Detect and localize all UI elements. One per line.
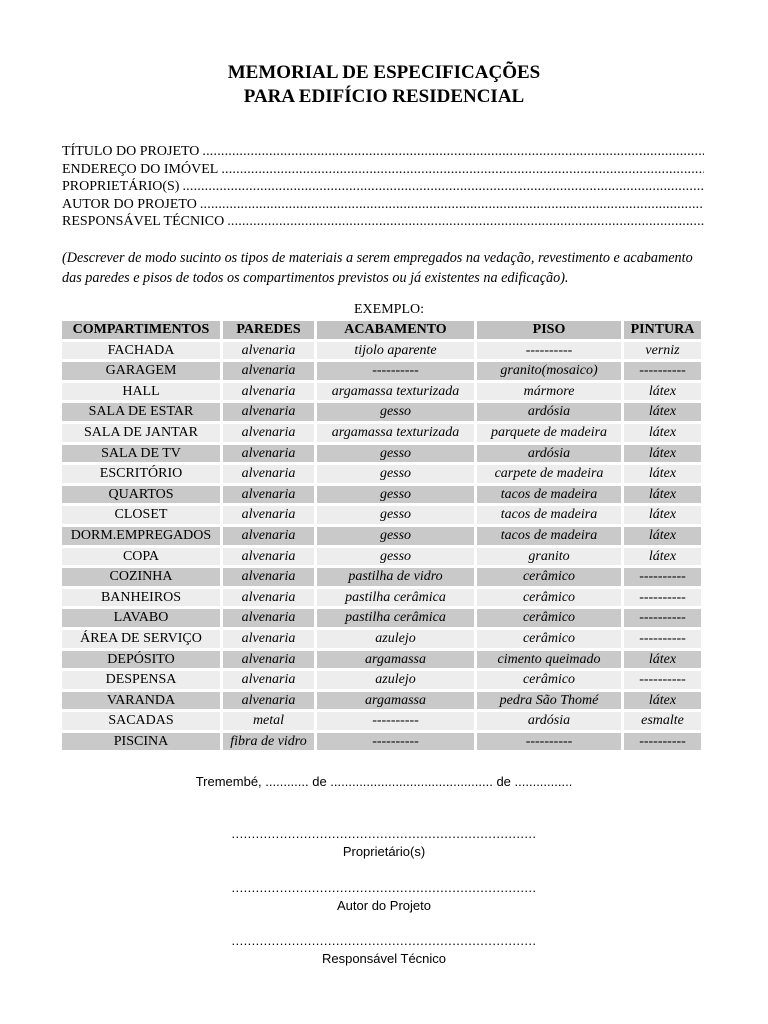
cell-acabamento: azulejo — [317, 630, 474, 648]
table-row — [62, 692, 701, 710]
signature-label: Proprietário(s) — [342, 844, 426, 859]
table-row — [62, 424, 701, 442]
cell-pintura: látex — [624, 403, 701, 421]
cell-compartimento: HALL — [62, 383, 220, 401]
cell-pintura: ---------- — [624, 609, 701, 627]
field-titulo-projeto — [62, 143, 704, 161]
cell-acabamento: pastilha cerâmica — [317, 589, 474, 607]
table-row — [62, 445, 701, 463]
cell-paredes: alvenaria — [223, 383, 314, 401]
cell-pintura: látex — [624, 424, 701, 442]
cell-paredes: alvenaria — [223, 548, 314, 566]
cell-pintura: látex — [624, 548, 701, 566]
cell-piso: ---------- — [477, 342, 621, 360]
cell-compartimento: FACHADA — [62, 342, 220, 360]
table-row — [62, 651, 701, 669]
field-label: PROPRIETÁRIO(S) — [62, 179, 180, 194]
cell-pintura: látex — [624, 486, 701, 504]
cell-paredes: alvenaria — [223, 342, 314, 360]
cell-piso: carpete de madeira — [477, 465, 621, 483]
cell-paredes: alvenaria — [223, 362, 314, 380]
cell-acabamento: argamassa — [317, 651, 474, 669]
cell-paredes: alvenaria — [223, 445, 314, 463]
cell-compartimento: DEPÓSITO — [62, 651, 220, 669]
cell-compartimento: SALA DE TV — [62, 445, 220, 463]
cell-acabamento: azulejo — [317, 671, 474, 689]
cell-compartimento: GARAGEM — [62, 362, 220, 380]
document-title-line2: PARA EDIFÍCIO RESIDENCIAL — [243, 86, 525, 107]
cell-piso: ---------- — [477, 733, 621, 751]
cell-piso: cerâmico — [477, 609, 621, 627]
cell-paredes: alvenaria — [223, 589, 314, 607]
cell-paredes: metal — [223, 712, 314, 730]
header-compartimentos: COMPARTIMENTOS — [62, 321, 220, 339]
cell-pintura: esmalte — [624, 712, 701, 730]
cell-paredes: alvenaria — [223, 506, 314, 524]
cell-compartimento: BANHEIROS — [62, 589, 220, 607]
cell-piso: ardósia — [477, 403, 621, 421]
cell-paredes: alvenaria — [223, 465, 314, 483]
cell-piso: cerâmico — [477, 630, 621, 648]
table-row — [62, 342, 701, 360]
field-label: TÍTULO DO PROJETO — [62, 144, 200, 159]
cell-acabamento: gesso — [317, 465, 474, 483]
field-label: ENDEREÇO DO IMÓVEL — [62, 161, 219, 177]
table-row — [62, 733, 701, 751]
cell-pintura: ---------- — [624, 362, 701, 380]
cell-compartimento: COPA — [62, 548, 220, 566]
fill-in-dots — [202, 143, 704, 161]
example-label: EXEMPLO: — [354, 302, 424, 317]
cell-acabamento: gesso — [317, 506, 474, 524]
cell-acabamento: ---------- — [317, 733, 474, 751]
fill-in-dots — [227, 213, 704, 231]
cell-paredes: alvenaria — [223, 651, 314, 669]
cell-paredes: alvenaria — [223, 692, 314, 710]
fill-in-dots — [182, 178, 704, 196]
cell-acabamento: gesso — [317, 486, 474, 504]
cell-compartimento: ÁREA DE SERVIÇO — [62, 630, 220, 648]
table-row — [62, 527, 701, 545]
fill-in-dots — [221, 161, 704, 179]
cell-acabamento: gesso — [317, 403, 474, 421]
table-row — [62, 403, 701, 421]
cell-pintura: ---------- — [624, 568, 701, 586]
cell-pintura: látex — [624, 465, 701, 483]
table-body — [62, 342, 701, 751]
cell-acabamento: gesso — [317, 548, 474, 566]
cell-acabamento: pastilha de vidro — [317, 568, 474, 586]
cell-paredes: alvenaria — [223, 424, 314, 442]
table-row — [62, 630, 701, 648]
signature-line: ............................................................................ — [231, 880, 537, 895]
cell-compartimento: PISCINA — [62, 733, 220, 751]
cell-pintura: látex — [624, 506, 701, 524]
header-paredes: PAREDES — [223, 321, 314, 339]
table-row — [62, 609, 701, 627]
cell-piso: tacos de madeira — [477, 486, 621, 504]
table-row — [62, 362, 701, 380]
cell-paredes: alvenaria — [223, 630, 314, 648]
cell-acabamento: gesso — [317, 445, 474, 463]
cell-piso: tacos de madeira — [477, 527, 621, 545]
cell-piso: ardósia — [477, 712, 621, 730]
cell-piso: pedra São Thomé — [477, 692, 621, 710]
fill-in-dots — [200, 196, 704, 214]
signature-line: ............................................................................ — [231, 826, 537, 841]
cell-compartimento: DORM.EMPREGADOS — [62, 527, 220, 545]
table-row — [62, 712, 701, 730]
field-label: AUTOR DO PROJETO — [62, 196, 197, 212]
table-row — [62, 548, 701, 566]
signature-block-proprietario — [0, 826, 768, 859]
cell-pintura: látex — [624, 383, 701, 401]
instruction-note: (Descrever de modo sucinto os tipos de materiais a serem empregados na vedação, revestimento e acabamento das paredes e pisos de todos os compartimentos previstos ou já existentes na edificação). — [62, 250, 693, 286]
cell-compartimento: VARANDA — [62, 692, 220, 710]
document-title-line1: MEMORIAL DE ESPECIFICAÇÕES — [227, 62, 541, 83]
cell-pintura: látex — [624, 445, 701, 463]
signature-line: ............................................................................ — [231, 933, 537, 948]
cell-pintura: látex — [624, 651, 701, 669]
table-row — [62, 589, 701, 607]
field-responsavel-tecnico — [62, 213, 704, 231]
signature-label: Responsável Técnico — [321, 951, 447, 966]
cell-piso: mármore — [477, 383, 621, 401]
cell-pintura: látex — [624, 692, 701, 710]
cell-compartimento: ESCRITÓRIO — [62, 465, 220, 483]
cell-acabamento: pastilha cerâmica — [317, 609, 474, 627]
cell-acabamento: gesso — [317, 527, 474, 545]
cell-compartimento: DESPENSA — [62, 671, 220, 689]
cell-acabamento: tijolo aparente — [317, 342, 474, 360]
header-acabamento: ACABAMENTO — [317, 321, 474, 339]
specifications-table — [59, 318, 704, 753]
field-label: RESPONSÁVEL TÉCNICO — [62, 214, 225, 229]
cell-piso: granito — [477, 548, 621, 566]
table-row — [62, 383, 701, 401]
cell-piso: cerâmico — [477, 568, 621, 586]
cell-pintura: verniz — [624, 342, 701, 360]
cell-compartimento: SALA DE JANTAR — [62, 424, 220, 442]
cell-paredes: alvenaria — [223, 486, 314, 504]
cell-acabamento: argamassa — [317, 692, 474, 710]
signature-block-responsavel — [0, 933, 768, 966]
cell-pintura: látex — [624, 527, 701, 545]
signature-label: Autor do Projeto — [337, 898, 431, 913]
table-row — [62, 486, 701, 504]
cell-paredes: alvenaria — [223, 403, 314, 421]
table-row — [62, 506, 701, 524]
cell-piso: cerâmico — [477, 671, 621, 689]
cell-paredes: fibra de vidro — [223, 733, 314, 751]
cell-acabamento: ---------- — [317, 712, 474, 730]
header-piso: PISO — [477, 321, 621, 339]
cell-pintura: ---------- — [624, 671, 701, 689]
cell-piso: parquete de madeira — [477, 424, 621, 442]
cell-compartimento: LAVABO — [62, 609, 220, 627]
cell-piso: ardósia — [477, 445, 621, 463]
table-row — [62, 671, 701, 689]
cell-piso: cimento queimado — [477, 651, 621, 669]
header-pintura: PINTURA — [624, 321, 701, 339]
cell-piso: tacos de madeira — [477, 506, 621, 524]
cell-paredes: alvenaria — [223, 609, 314, 627]
table-row — [62, 465, 701, 483]
field-autor-projeto — [62, 196, 704, 214]
date-line: Tremembé, ............ de ............................................. de ................ — [195, 774, 573, 789]
project-info-fields — [62, 143, 704, 231]
cell-pintura: ---------- — [624, 589, 701, 607]
cell-acabamento: argamassa texturizada — [317, 424, 474, 442]
cell-compartimento: SACADAS — [62, 712, 220, 730]
signature-block-autor — [0, 880, 768, 913]
cell-compartimento: COZINHA — [62, 568, 220, 586]
cell-pintura: ---------- — [624, 630, 701, 648]
cell-acabamento: ---------- — [317, 362, 474, 380]
cell-paredes: alvenaria — [223, 671, 314, 689]
table-row — [62, 568, 701, 586]
cell-pintura: ---------- — [624, 733, 701, 751]
table-header-row — [62, 321, 701, 339]
cell-compartimento: QUARTOS — [62, 486, 220, 504]
cell-acabamento: argamassa texturizada — [317, 383, 474, 401]
cell-compartimento: CLOSET — [62, 506, 220, 524]
cell-piso: cerâmico — [477, 589, 621, 607]
field-endereco-imovel — [62, 161, 704, 179]
cell-compartimento: SALA DE ESTAR — [62, 403, 220, 421]
cell-paredes: alvenaria — [223, 568, 314, 586]
cell-piso: granito(mosaico) — [477, 362, 621, 380]
cell-paredes: alvenaria — [223, 527, 314, 545]
field-proprietarios — [62, 178, 704, 196]
